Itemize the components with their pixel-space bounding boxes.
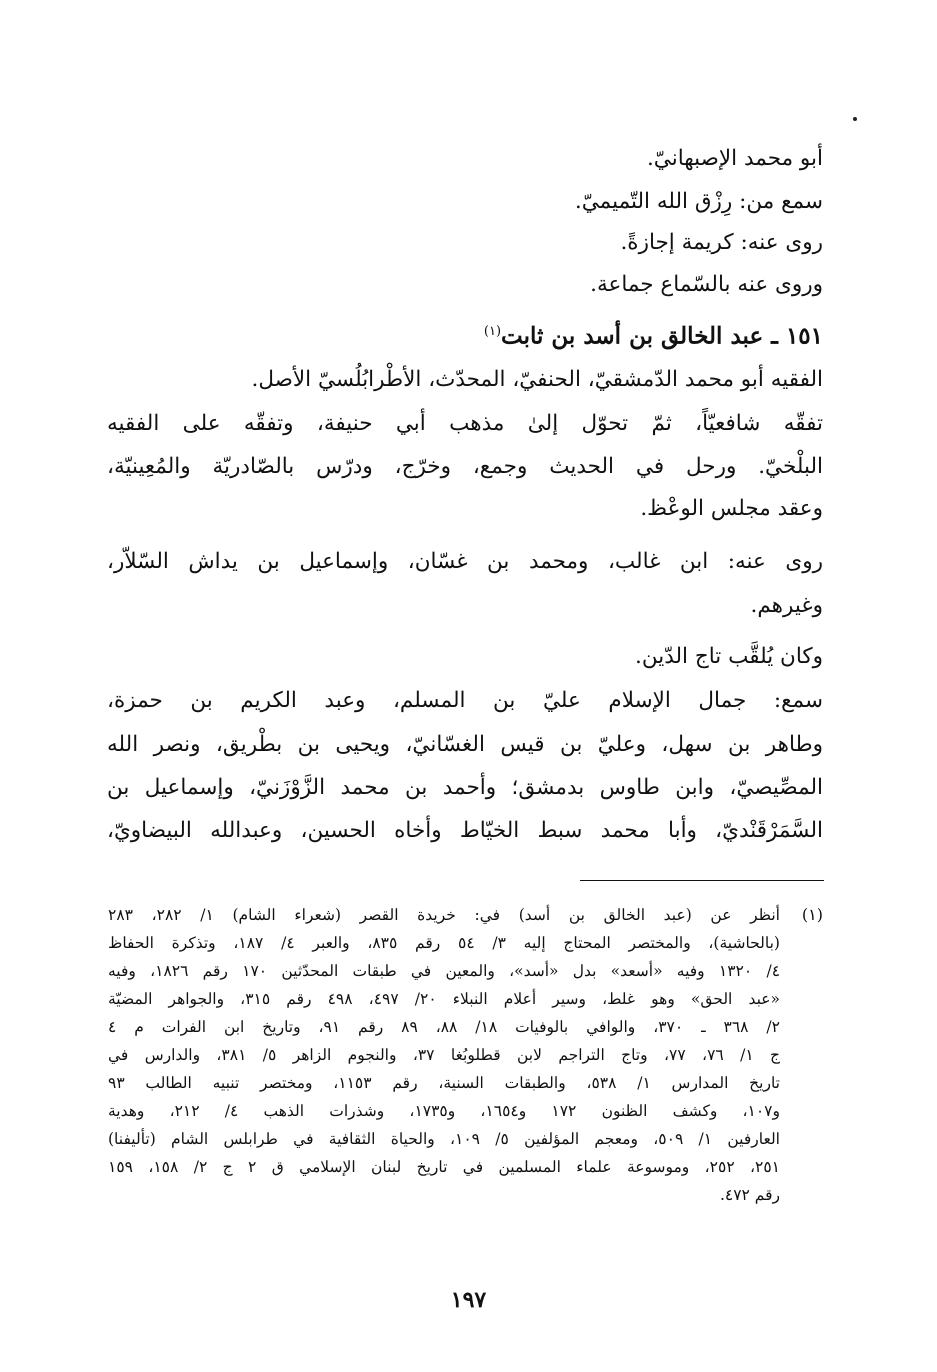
text-line: سمع: جمال الإسلام عليّ بن المسلم، وعبد الكريم بن حمزة، [107, 688, 823, 713]
footnote-line: ٢/ ٣٦٨ ـ ٣٧٠، والوافي بالوفيات ١٨/ ٨٨، ٨٩ رقم ٩١، وتاريخ ابن الفرات م ٤ [108, 1018, 780, 1036]
text-line: سمع من: رِزْق الله التّميميّ. [574, 189, 823, 214]
footnote-line: ٤/ ١٣٢٠ وفيه «أسعد» بدل «أسد»، والمعين في طبقات المحدّثين ١٧٠ رقم ١٨٢٦، وفيه [108, 962, 781, 980]
text-line: وعقد مجلس الوعْظ. [640, 496, 823, 521]
footnote-reference: (١) [483, 324, 502, 339]
footnote-separator [580, 880, 824, 881]
footnote-line: تاريخ المدارس ١/ ٥٣٨، والطبقات السنية، رقم ١١٥٣، ومختصر تنبيه الطالب ٩٣ [108, 1074, 780, 1092]
text-line: وطاهر بن سهل، وعليّ بن قيس الغسّانيّ، ويحيى بن بطْريق، ونصر الله [107, 732, 823, 757]
text-line: أبو محمد الإصبهانيّ. [646, 146, 823, 171]
text-line: روى عنه: ابن غالب، ومحمد بن غسّان، وإسماعيل بن يداش السّلاّر، [107, 549, 823, 574]
text-line: وروى عنه بالسّماع جماعة. [590, 272, 823, 297]
text-line: وغيرهم. [750, 593, 823, 618]
footnote-line: أنظر عن (عبد الخالق بن أسد) في: خريدة القصر (شعراء الشام) ١/ ٢٨٢، ٢٨٣ [108, 906, 780, 924]
page-number: ١٩٧ [450, 1287, 487, 1313]
text-line: البلْخيّ. ورحل في الحديث وجمع، وخرّج، ودرّس بالصّادريّة والمُعِينيّة، [107, 454, 823, 479]
footnote-line: العارفين ١/ ٥٠٩، ومعجم المؤلفين ٥/ ١٠٩، والحياة الثقافية في طرابلس الشام (تأليفنا) [108, 1130, 780, 1148]
scan-speck [853, 117, 857, 121]
footnote-line: ٢٥١، ٢٥٢، وموسوعة علماء المسلمين في تاريخ لبنان الإسلامي ق ٢ ج ٢/ ١٥٨، ١٥٩ [108, 1158, 781, 1176]
text-line: وكان يُلقَّب تاج الدّين. [635, 644, 823, 669]
text-line: روى عنه: كريمة إجازةً. [620, 230, 823, 255]
footnote-line: (بالحاشية)، والمختصر المحتاج إليه ٣/ ٥٤ رقم ٨٣٥، والعبر ٤/ ١٨٧، وتذكرة الحفاظ [108, 934, 780, 952]
text-line: الفقيه أبو محمد الدّمشقيّ، الحنفيّ، المحدّث، الأطْرابُلُسيّ الأصل. [251, 367, 823, 392]
footnote-marker: (١) [801, 905, 823, 924]
footnote-line: رقم ٤٧٢. [719, 1186, 780, 1204]
text-line: السَّمَرْقَنْديّ، وأبا محمد سبط الخيّاط وأخاه الحسين، وعبدالله البيضاويّ، [107, 818, 823, 843]
footnote-line: «عبد الحق» وهو غلط، وسير أعلام النبلاء ٢٠/ ٤٩٧، ٤٩٨ رقم ٣١٥، والجواهر المضيّة [108, 990, 780, 1008]
text-line: المصِّيصيّ، وابن طاوس بدمشق؛ وأحمد بن محمد الزَّوْزَنيّ، وإسماعيل بن [107, 775, 823, 800]
footnote-line: و١٠٧، وكشف الظنون ١٧٢ و١٦٥٤، و١٧٣٥، وشذرات الذهب ٤/ ٢١٢، وهدية [108, 1102, 780, 1120]
text-line: تفقّه شافعيّاً، ثمّ تحوّل إلىٰ مذهب أبي حنيفة، وتفقّه على الفقيه [107, 411, 823, 436]
entry-heading-text: ١٥١ ـ عبد الخالق بن أسد بن ثابت [501, 322, 823, 350]
footnote-line: ج ١/ ٧٦، ٧٧، وتاج التراجم لابن قطلوبُغا ٣٧، والنجوم الزاهر ٥/ ٣٨١، والدارس في [108, 1046, 781, 1064]
entry-heading [484, 316, 823, 350]
